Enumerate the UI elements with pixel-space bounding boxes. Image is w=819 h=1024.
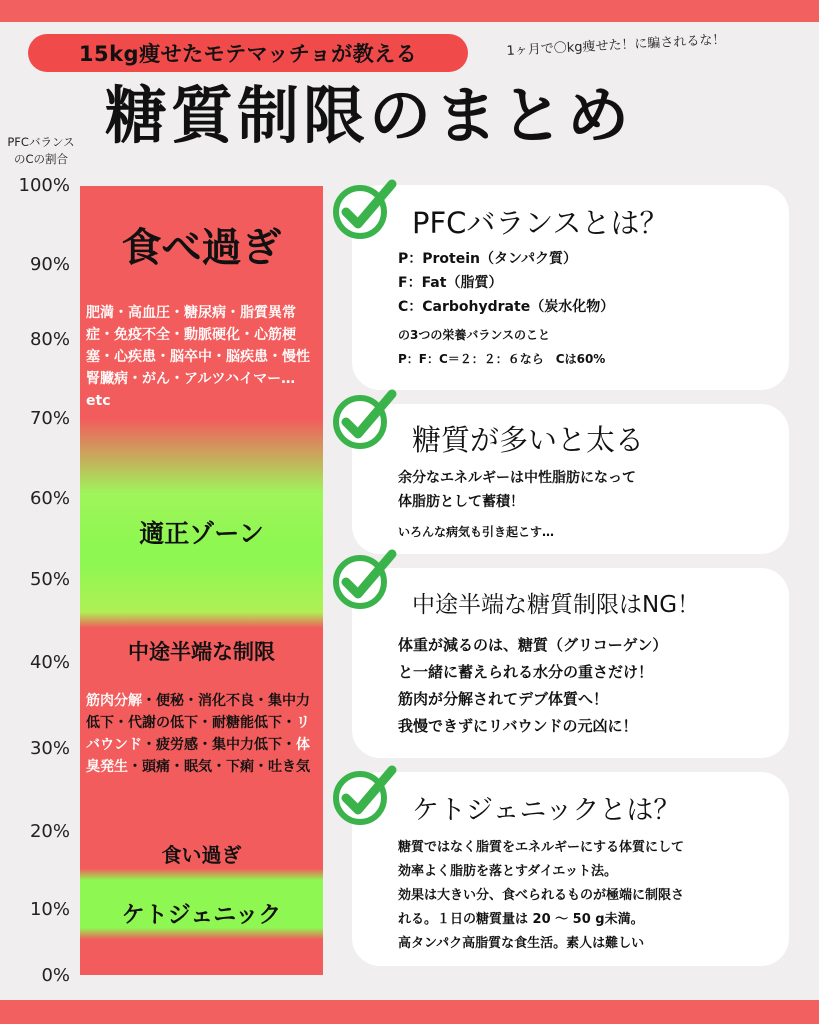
axis-title-line1: PFCバランス	[7, 135, 75, 149]
axis-title-line2: のCの割合	[13, 152, 69, 166]
risk-list: ・頭痛・眠気・下痢・吐き気	[128, 759, 310, 775]
card-line: P：Protein（タンパク質）	[398, 251, 578, 267]
risk-list: ・便秘・消化不良・集中力低下・代謝の低下・耐糖能低下・	[86, 693, 310, 731]
card-body	[398, 836, 769, 956]
check-icon	[330, 544, 398, 612]
risk-highlight: 筋肉分解	[86, 693, 142, 709]
zone-half-label: 中途半端な制限	[128, 640, 275, 664]
card-line: れる。１日の糖質量は 20 ～ 50 g未満。	[398, 912, 644, 927]
card-title: 糖質が多いと太る	[412, 423, 645, 457]
card-line: P：F：C＝２：２：６なら Cは60%	[398, 352, 606, 366]
card-line: 体重が減るのは、糖質（グリコーゲン）	[398, 636, 668, 654]
card-title: PFCバランスとは？	[412, 206, 669, 240]
tick-label: 0%	[41, 965, 70, 986]
tick-label: 40%	[29, 652, 70, 673]
top-band	[0, 0, 819, 22]
card-line: と一緒に蓄えられる水分の重さだけ！	[398, 663, 654, 681]
tick-label: 50%	[29, 569, 70, 590]
half-risks	[86, 690, 318, 778]
risk-highlight: 体臭発生	[86, 737, 310, 775]
check-icon	[330, 174, 398, 242]
card-sugar-fat	[352, 404, 789, 554]
card-line: 筋肉が分解されてデブ体質へ！	[398, 690, 609, 708]
card-title: ケトジェニックとは？	[412, 795, 681, 826]
axis-title	[6, 134, 76, 170]
tick-label: 10%	[29, 899, 70, 920]
card-line: C：Carbohydrate（炭水化物）	[398, 299, 615, 315]
card-line: 体脂肪として蓄積！	[398, 494, 524, 510]
card-line: 糖質ではなく脂質をエネルギーにする体質にして	[398, 840, 685, 855]
risk-highlight: 肥満	[86, 305, 114, 321]
tick-label: 100%	[18, 175, 70, 196]
card-line: 余分なエネルギーは中性脂肪になって	[398, 470, 636, 486]
overeat-risks	[86, 302, 318, 412]
page-title: 糖質制限のまとめ	[105, 79, 634, 152]
tick-label: 80%	[29, 329, 70, 350]
card-body	[398, 247, 769, 371]
risk-list: ・高血圧・糖尿病・脂質異常症・免疫不全・動脈硬化・心筋梗塞・心疾患・脳卒中・脳疾患・慢性腎臓病・がん・アルツハイマー…etc	[86, 305, 310, 409]
card-half-restriction	[352, 568, 789, 758]
zone-overeat-label: 食べ過ぎ	[121, 225, 282, 271]
header-tag: 15kg痩せたモテマッチョが教える	[28, 34, 468, 72]
zone-overeat2-label: 食い過ぎ	[161, 843, 242, 867]
card-ketogenic	[352, 772, 789, 966]
tick-label: 60%	[29, 488, 70, 509]
bottom-band	[0, 1000, 819, 1024]
card-body	[398, 632, 769, 740]
card-line: いろんな病気も引き起こす…	[398, 525, 555, 539]
tick-label: 30%	[29, 738, 70, 759]
card-title: 中途半端な糖質制限はNG！	[412, 592, 701, 618]
card-line: の3つの栄養バランスのこと	[398, 328, 550, 342]
tick-label: 90%	[29, 254, 70, 275]
card-line: 効率よく脂肪を落とすダイエット法。	[398, 864, 618, 879]
tick-label: 20%	[29, 821, 70, 842]
card-pfc	[352, 185, 789, 390]
header-note: 1ヶ月で〇kg痩せた！に騙されるな！	[506, 32, 726, 59]
risk-list: ・疲労感・集中力低下・	[142, 737, 296, 753]
card-line: 我慢できずにリバウンドの元凶に！	[398, 717, 638, 735]
check-icon	[330, 760, 398, 828]
check-icon	[330, 384, 398, 452]
risk-highlight: リバウンド	[86, 715, 310, 753]
zone-optimal-label: 適正ゾーン	[139, 519, 264, 548]
card-line: 高タンパク高脂質な食生活。素人は難しい	[398, 936, 645, 951]
zone-keto-label: ケトジェニック	[121, 902, 282, 928]
card-body	[398, 466, 769, 544]
tick-label: 70%	[29, 408, 70, 429]
card-line: 効果は大きい分、食べられるものが極端に制限さ	[398, 888, 685, 903]
card-line: F：Fat（脂質）	[398, 275, 503, 291]
